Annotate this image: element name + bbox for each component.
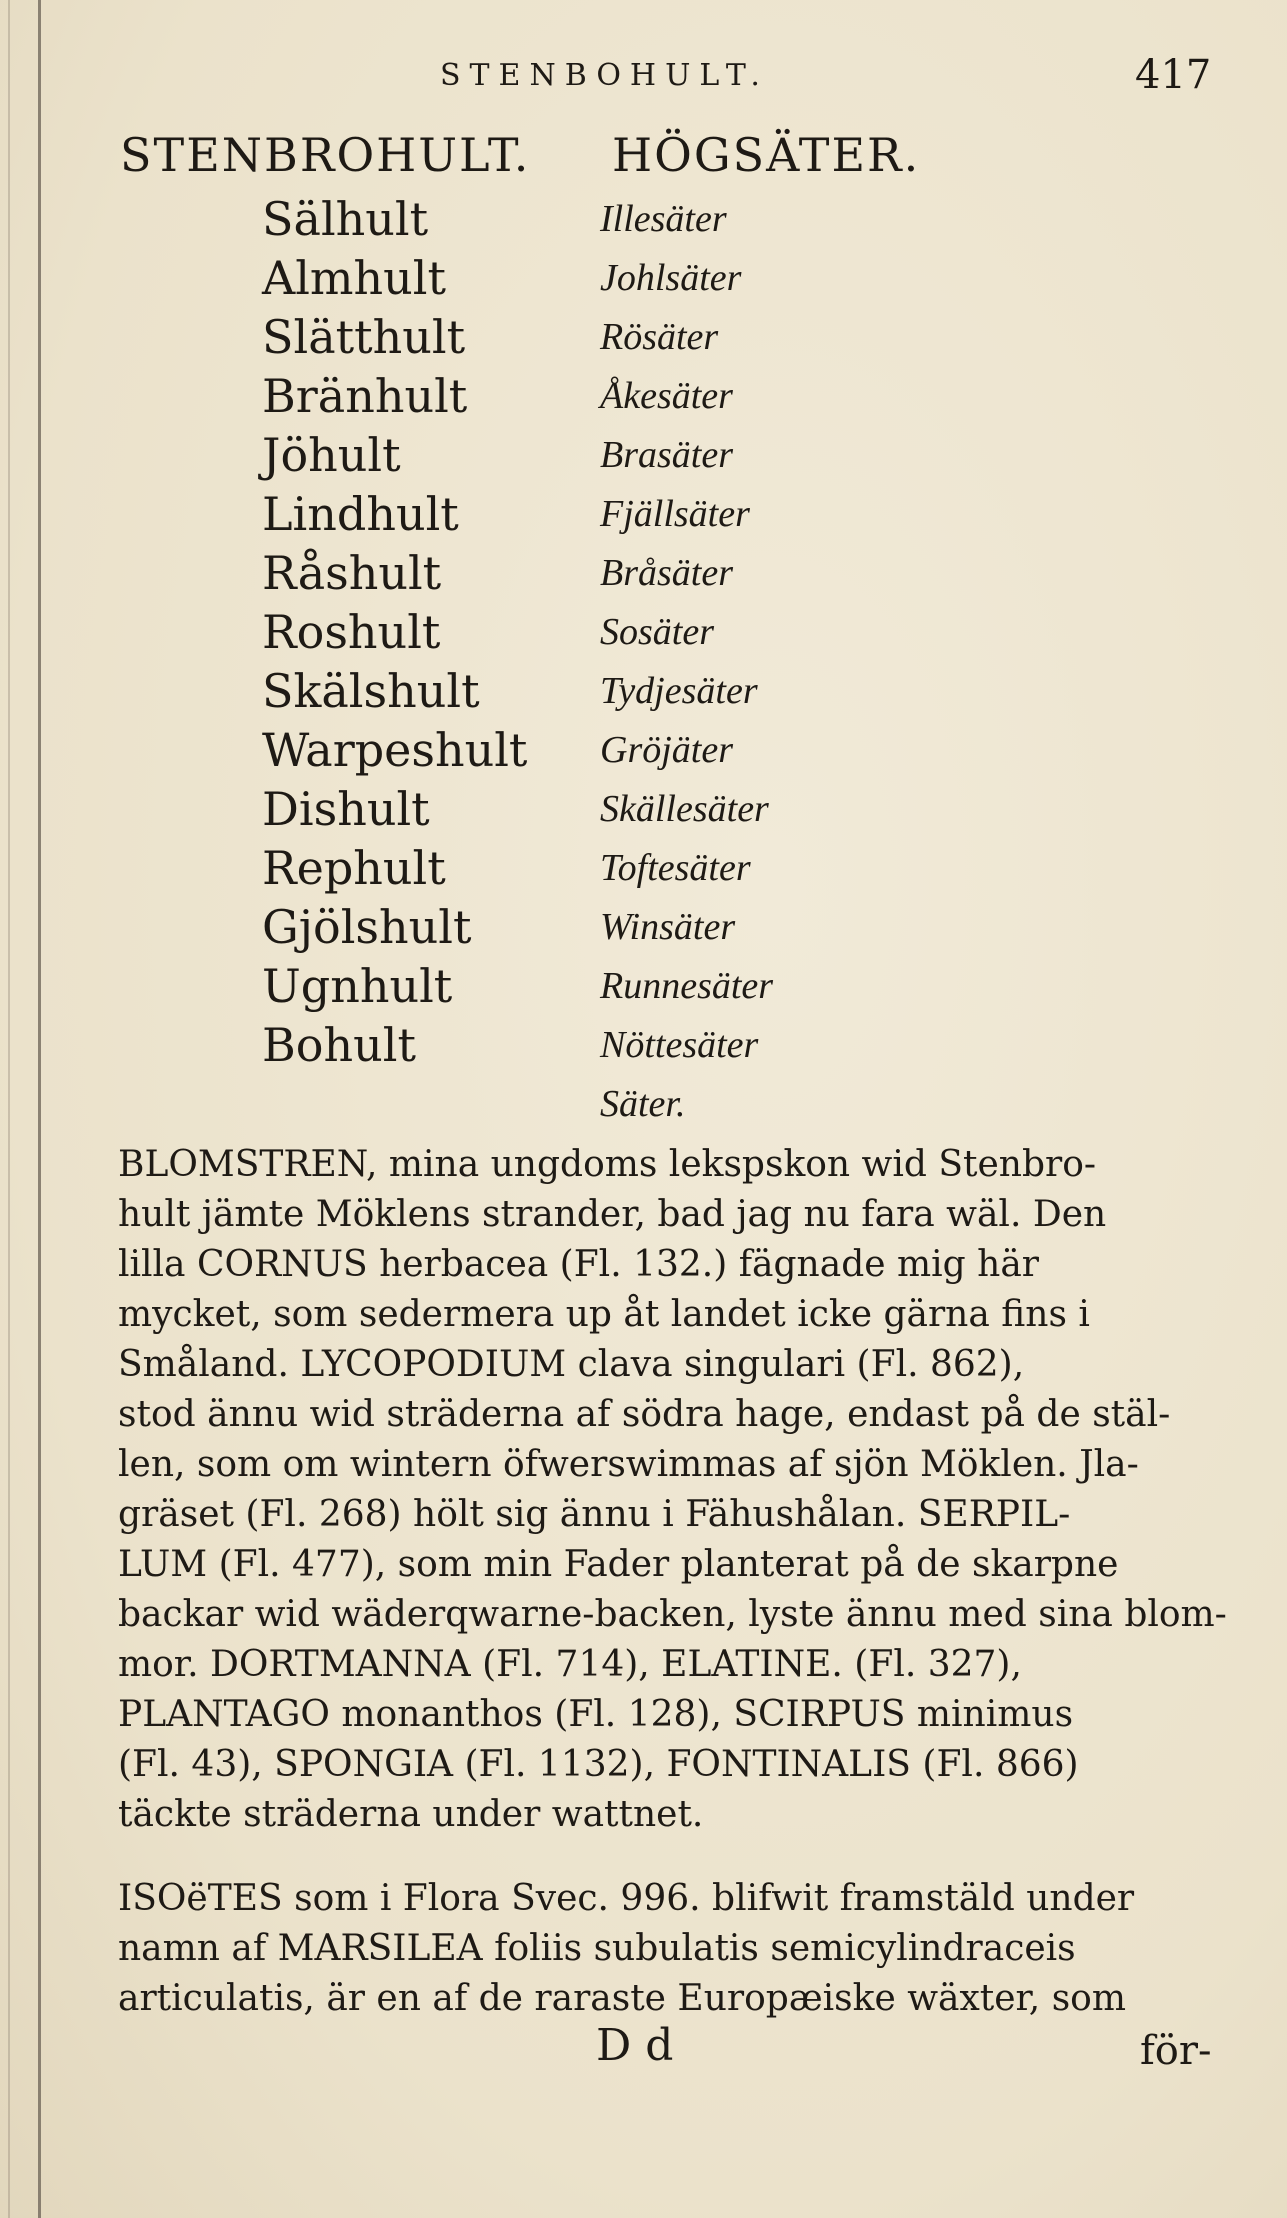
list-item: Jöhult [262, 428, 401, 482]
list-item: Skälshult [262, 664, 480, 718]
signature-mark: D d [596, 2020, 674, 2071]
left-name-list [262, 190, 527, 1075]
paragraph-blomstren [118, 1140, 1227, 1840]
list-item: Rösäter [600, 316, 719, 358]
list-item: Toftesäter [600, 847, 751, 889]
list-item: Dishult [262, 782, 430, 836]
paragraph-isoetes [118, 1874, 1218, 2024]
text-line: gräset (Fl. 268) hölt sig ännu i Fähushålan. SERPIL- [118, 1494, 1071, 1535]
text-line: lilla CORNUS herbacea (Fl. 132.) fägnade mig här [118, 1244, 1039, 1285]
list-item: Tydjesäter [600, 670, 758, 712]
list-item: Rephult [262, 841, 446, 895]
text-line: mycket, som sedermera up åt landet icke gärna fins i [118, 1294, 1090, 1335]
catchword: för- [1140, 2028, 1212, 2074]
text-line: backar wid wäderqwarne-backen, lyste ännu med sina blom- [118, 1594, 1227, 1635]
binding-shadow [38, 0, 41, 2218]
page-edge [8, 0, 10, 2218]
list-item: Bråsäter [600, 552, 733, 594]
text-line: namn af MARSILEA foliis subulatis semicylindraceis [118, 1928, 1076, 1969]
text-line: ISOëTES som i Flora Svec. 996. blifwit framstäld under [118, 1878, 1135, 1919]
left-column-heading: STENBROHULT. [120, 128, 531, 182]
right-name-list [600, 190, 773, 1134]
list-item: Lindhult [262, 487, 459, 541]
list-item: Slätthult [262, 310, 466, 364]
text-line: PLANTAGO monanthos (Fl. 128), SCIRPUS minimus [118, 1694, 1074, 1735]
text-line: mor. DORTMANNA (Fl. 714), ELATINE. (Fl. 327), [118, 1644, 1022, 1685]
text-line: (Fl. 43), SPONGIA (Fl. 1132), FONTINALIS (Fl. 866) [118, 1744, 1079, 1785]
list-item: Sosäter [600, 611, 714, 653]
list-item: Runnesäter [600, 965, 774, 1007]
text-line: hult jämte Möklens strander, bad jag nu fara wäl. Den [118, 1194, 1107, 1235]
list-item: Warpeshult [262, 723, 528, 777]
list-item: Almhult [262, 251, 446, 305]
list-item: Ugnhult [262, 959, 453, 1013]
list-item: Fjällsäter [600, 493, 750, 535]
list-item: Skällesäter [600, 788, 769, 830]
text-line: Småland. LYCOPODIUM clava singulari (Fl. 862), [118, 1344, 1025, 1385]
text-line: LUM (Fl. 477), som min Fader planterat på de skarpne [118, 1544, 1119, 1585]
page-number: 417 [1135, 52, 1212, 98]
list-item: Nöttesäter [600, 1024, 759, 1066]
list-item: Åkesäter [600, 375, 733, 417]
list-item: Sälhult [262, 192, 429, 246]
running-title: STENBOHULT. [440, 58, 769, 93]
right-column-heading: HÖGSÄTER. [612, 128, 921, 182]
text-line: stod ännu wid sträderna af södra hage, endast på de stäl- [118, 1394, 1171, 1435]
list-item: Bohult [262, 1018, 416, 1072]
list-item: Gröjäter [600, 729, 733, 771]
list-item: Winsäter [600, 906, 736, 948]
list-item: Johlsäter [600, 257, 742, 299]
text-line: BLOMSTREN, mina ungdoms lekspskon wid Stenbro- [118, 1144, 1097, 1185]
list-item: Gjölshult [262, 900, 472, 954]
list-item: Bränhult [262, 369, 468, 423]
text-line: articulatis, är en af de raraste Europæiske wäxter, som [118, 1978, 1126, 2019]
text-line: len, som om wintern öfwerswimmas af sjön Möklen. Jla- [118, 1444, 1139, 1485]
list-item: Illesäter [600, 198, 727, 240]
list-item: Roshult [262, 605, 441, 659]
list-item: Brasäter [600, 434, 733, 476]
list-item: Råshult [262, 546, 442, 600]
text-line: täckte sträderna under wattnet. [118, 1794, 704, 1835]
list-item: Säter. [600, 1083, 686, 1125]
